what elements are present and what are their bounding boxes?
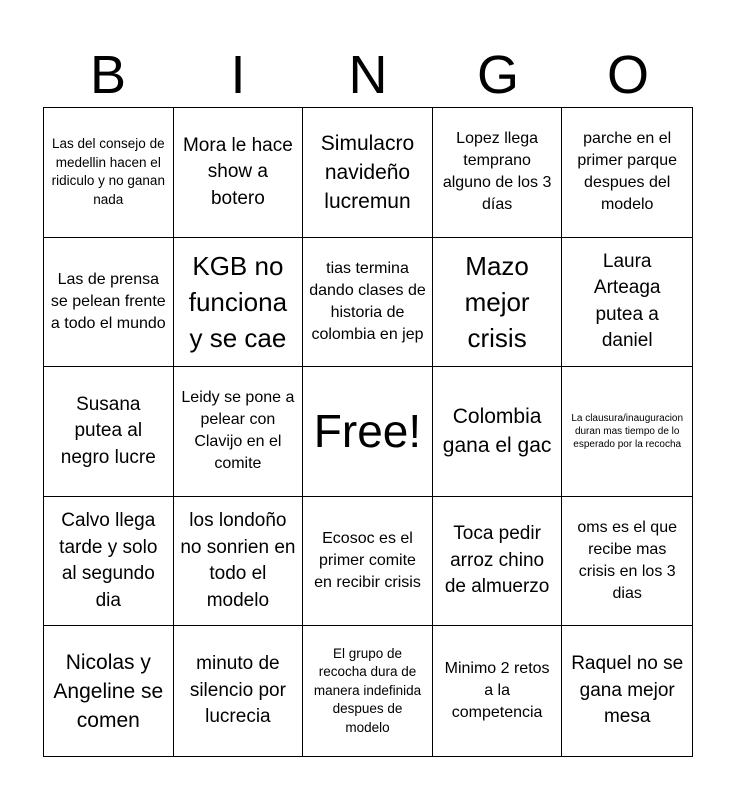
header-letter-o: O	[606, 45, 649, 105]
cell-text: parche en el primer parque despues del modelo	[577, 130, 677, 214]
header-letter-g: G	[476, 45, 519, 105]
cell-text: oms es el que recibe mas crisis en los 3 dias	[577, 519, 677, 603]
cell-text: Las de prensa se pelean frente a todo el mundo	[50, 270, 166, 332]
cell-text: Minimo 2 retos a la competencia	[444, 660, 550, 722]
bingo-cell-r5-c3[interactable]	[303, 626, 433, 756]
cell-text: Ecosoc es el primer comite en recibir crisis	[314, 530, 421, 592]
cell-text: Laura Arteaga putea a daniel	[593, 250, 661, 352]
bingo-cell-r2-c2[interactable]	[174, 238, 304, 368]
bingo-cell-r3-c1[interactable]	[44, 367, 174, 497]
bingo-cell-free[interactable]	[303, 367, 433, 497]
bingo-cell-r1-c1[interactable]	[44, 108, 174, 238]
cell-text: Calvo llega tarde y solo al segundo dia	[59, 510, 158, 611]
bingo-header	[43, 44, 693, 106]
cell-text: La clausura/inauguracion duran mas tiempo de lo esperado por la recocha	[571, 412, 684, 450]
cell-text: Lopez llega temprano alguno de los 3 días	[442, 130, 552, 214]
bingo-cell-r4-c1[interactable]	[44, 497, 174, 627]
bingo-cell-r1-c3[interactable]	[303, 108, 433, 238]
bingo-cell-r1-c4[interactable]	[433, 108, 563, 238]
header-letter-i: I	[230, 45, 246, 105]
bingo-cell-r2-c4[interactable]	[433, 238, 563, 368]
cell-text: Nicolas y Angeline se comen	[53, 650, 164, 732]
bingo-cell-r1-c2[interactable]	[174, 108, 304, 238]
cell-text: tias termina dando clases de historia de colombia en jep	[309, 259, 426, 343]
bingo-cell-r4-c5[interactable]	[562, 497, 692, 627]
cell-text: Mora le hace show a botero	[182, 134, 293, 209]
bingo-cell-r1-c5[interactable]	[562, 108, 692, 238]
bingo-cell-r3-c4[interactable]	[433, 367, 563, 497]
bingo-cell-r3-c5[interactable]	[562, 367, 692, 497]
cell-text: Colombia gana el gac	[442, 405, 552, 458]
bingo-cell-r2-c5[interactable]	[562, 238, 692, 368]
bingo-cell-r2-c3[interactable]	[303, 238, 433, 368]
bingo-cell-r5-c1[interactable]	[44, 626, 174, 756]
cell-text: Simulacro navideño lucremun	[320, 131, 415, 213]
bingo-board	[43, 107, 693, 757]
header-letter-b: B	[89, 45, 127, 105]
bingo-cell-r5-c4[interactable]	[433, 626, 563, 756]
cell-text: Leidy se pone a pelear con Clavijo en el comite	[181, 389, 295, 473]
bingo-cell-r5-c5[interactable]	[562, 626, 692, 756]
bingo-cell-r4-c3[interactable]	[303, 497, 433, 627]
cell-text: Raquel no se gana mejor mesa	[571, 653, 684, 728]
cell-text: los londoño no sonrien en todo el modelo	[180, 510, 296, 611]
cell-text: Toca pedir arroz chino de almuerzo	[444, 523, 550, 598]
bingo-cell-r4-c4[interactable]	[433, 497, 563, 627]
cell-text: Mazo mejor crisis	[464, 250, 530, 353]
bingo-cell-r3-c2[interactable]	[174, 367, 304, 497]
cell-text: Las del consejo de medellin hacen el ridiculo y no ganan nada	[51, 136, 165, 207]
cell-text: El grupo de recocha dura de manera indefinida despues de modelo	[313, 645, 422, 735]
bingo-cell-r5-c2[interactable]	[174, 626, 304, 756]
cell-text: minuto de silencio por lucrecia	[189, 653, 286, 728]
free-space-label: Free!	[313, 405, 422, 458]
bingo-cell-r2-c1[interactable]	[44, 238, 174, 368]
cell-text: KGB no funciona y se cae	[188, 250, 288, 353]
bingo-cell-r4-c2[interactable]	[174, 497, 304, 627]
header-letter-n: N	[348, 45, 388, 105]
cell-text: Susana putea al negro lucre	[60, 393, 156, 468]
